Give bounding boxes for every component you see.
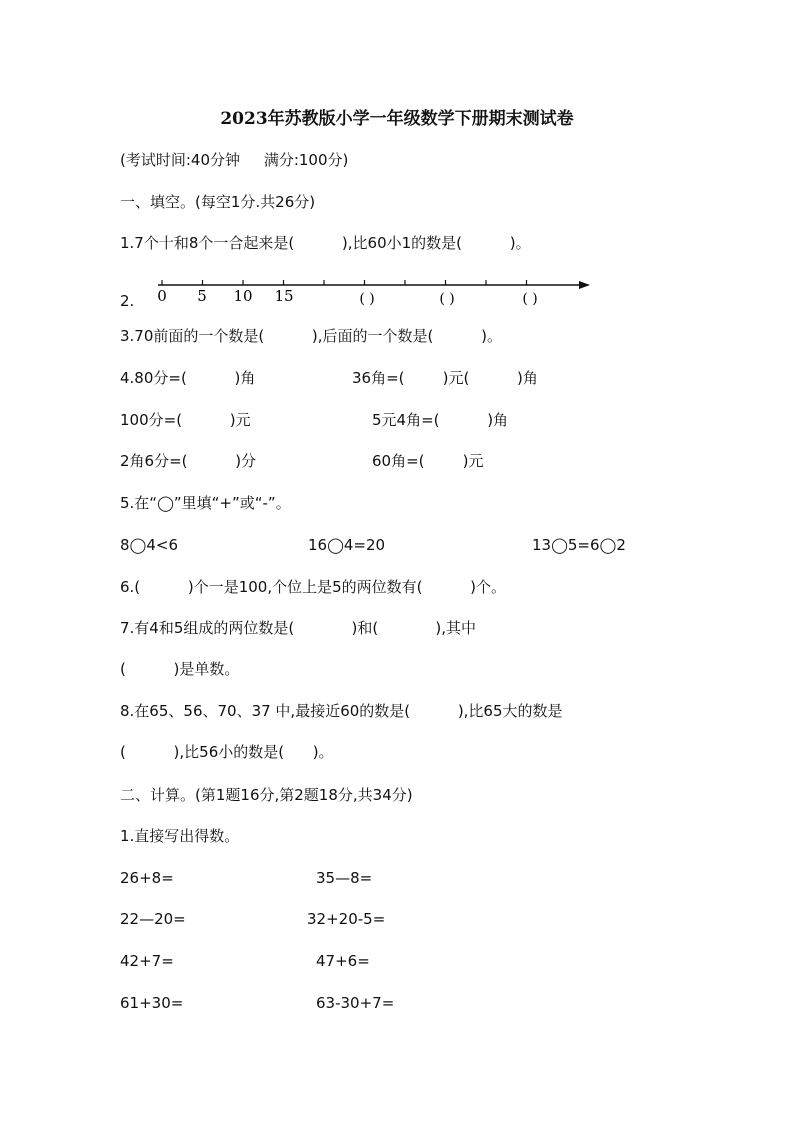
section-2-question-1: 1.直接写出得数。 [120,827,240,845]
section-2-heading: 二、计算。(第1题16分,第2题18分,共34分) [120,786,413,804]
calc-3-left: 42+7= [120,952,174,970]
question-4-row2-a: 100分=( )元 [120,411,251,429]
question-6: 6.( )个一是100,个位上是5的两位数有( )个。 [120,578,507,596]
number-line-blank-1: ( ) [359,291,375,307]
question-2-label: 2. [120,292,135,310]
question-3: 3.70前面的一个数是( ),后面的一个数是( )。 [120,327,502,345]
calc-2-right: 32+20-5= [307,910,386,928]
tick-label-5: 5 [197,287,207,305]
section-1-heading: 一、填空。(每空1分.共26分) [120,193,316,211]
question-5: 5.在“◯”里填“+”或“-”。 [120,494,291,512]
question-5-item-1: 8◯4<6 [120,536,178,554]
calc-1-right: 35—8= [316,869,373,887]
question-7-line-2: ( )是单数。 [120,660,240,678]
question-5-item-3: 13◯5=6◯2 [532,536,626,554]
tick-label-15: 15 [274,287,294,305]
question-1: 1.7个十和8个一合起来是( ),比60小1的数是( )。 [120,234,531,252]
calc-4-right: 63-30+7= [316,994,395,1012]
number-line [0,272,794,312]
question-8-line-1: 8.在65、56、70、37 中,最接近60的数是( ),比65大的数是 [120,702,563,720]
question-8-line-2: ( ),比56小的数是( )。 [120,743,334,761]
calc-4-left: 61+30= [120,994,184,1012]
question-5-item-2: 16◯4=20 [308,536,386,554]
calc-3-right: 47+6= [316,952,370,970]
tick-label-10: 10 [233,287,253,305]
number-line-blank-3: ( ) [522,291,538,307]
question-4-row1-a: 4.80分=( )角 [120,369,256,387]
question-4-row1-b: 36角=( )元( )角 [352,369,538,387]
question-4-row3-b: 60角=( )元 [372,452,484,470]
number-line-blank-2: ( ) [439,291,455,307]
exam-info: (考试时间:40分钟 满分:100分) [120,151,349,169]
calc-2-left: 22—20= [120,910,186,928]
question-4-row3-a: 2角6分=( )分 [120,452,257,470]
page-title: 2023年苏教版小学一年级数学下册期末测试卷 [220,109,574,129]
question-7-line-1: 7.有4和5组成的两位数是( )和( ),其中 [120,619,477,637]
question-4-row2-b: 5元4角=( )角 [372,411,509,429]
calc-1-left: 26+8= [120,869,174,887]
number-line-arrow [579,281,590,289]
tick-label-0: 0 [157,287,167,305]
